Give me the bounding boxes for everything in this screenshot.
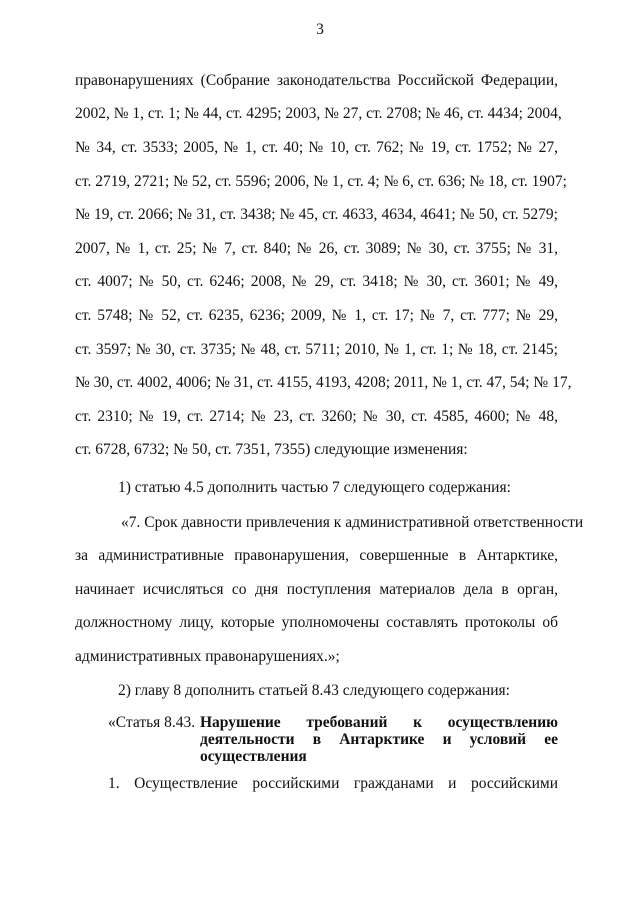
article-label: «Статья 8.43. bbox=[108, 714, 196, 731]
quote-line: должностному лицу, которые уполномочены составлять протоколы об bbox=[75, 614, 558, 631]
paragraph-line: ст. 6728, 6732; № 50, ст. 7351, 7355) следующие изменения: bbox=[75, 441, 468, 458]
amendment-item-1: 1) статью 4.5 дополнить частью 7 следующего содержания: bbox=[118, 479, 511, 496]
amendment-item-2: 2) главу 8 дополнить статьей 8.43 следующего содержания: bbox=[118, 682, 510, 699]
quote-line: административных правонарушениях.»; bbox=[75, 648, 340, 665]
article-8-43-heading bbox=[108, 714, 558, 766]
article-title-line: осуществления bbox=[200, 748, 307, 765]
article-title-line: Нарушение требований к осуществлению bbox=[200, 714, 558, 731]
paragraph-line: ст. 4007; № 50, ст. 6246; 2008, № 29, ст. 3418; № 30, ст. 3601; № 49, bbox=[75, 273, 558, 290]
paragraph-line: № 30, ст. 4002, 4006; № 31, ст. 4155, 4193, 4208; 2011, № 1, ст. 47, 54; № 17, bbox=[75, 374, 572, 391]
paragraph-line: 2007, № 1, ст. 25; № 7, ст. 840; № 26, ст. 3089; № 30, ст. 3755; № 31, bbox=[75, 240, 558, 257]
article-title bbox=[200, 714, 558, 765]
quote-line: за административные правонарушения, совершенные в Антарктике, bbox=[75, 547, 558, 564]
article-title-line: деятельности в Антарктике и условий ее bbox=[200, 731, 558, 748]
paragraph-line: ст. 2719, 2721; № 52, ст. 5596; 2006, № 1, ст. 4; № 6, ст. 636; № 18, ст. 1907; bbox=[75, 173, 567, 190]
paragraph-line: ст. 2310; № 19, ст. 2714; № 23, ст. 3260; № 30, ст. 4585, 4600; № 48, bbox=[75, 408, 558, 425]
article-clause-1-start: 1. Осуществление российскими гражданами и российскими bbox=[108, 775, 558, 792]
paragraph-line: № 19, ст. 2066; № 31, ст. 3438; № 45, ст. 4633, 4634, 4641; № 50, ст. 5279; bbox=[75, 206, 558, 223]
paragraph-line: 2002, № 1, ст. 1; № 44, ст. 4295; 2003, № 27, ст. 2708; № 46, ст. 4434; 2004, bbox=[75, 105, 562, 122]
paragraph-line: правонарушениях (Собрание законодательства Российской Федерации, bbox=[75, 72, 558, 89]
paragraph-line: ст. 5748; № 52, ст. 6235, 6236; 2009, № 1, ст. 17; № 7, ст. 777; № 29, bbox=[75, 307, 558, 324]
page-number: 3 bbox=[316, 21, 324, 38]
paragraph-line: ст. 3597; № 30, ст. 3735; № 48, ст. 5711; 2010, № 1, ст. 1; № 18, ст. 2145; bbox=[75, 341, 558, 358]
quote-line: «7. Срок давности привлечения к административной ответственности bbox=[121, 514, 584, 531]
paragraph-line: № 34, ст. 3533; 2005, № 1, ст. 40; № 10, ст. 762; № 19, ст. 1752; № 27, bbox=[75, 139, 558, 156]
quote-line: начинает исчисляться со дня поступления материалов дела в орган, bbox=[75, 581, 558, 598]
